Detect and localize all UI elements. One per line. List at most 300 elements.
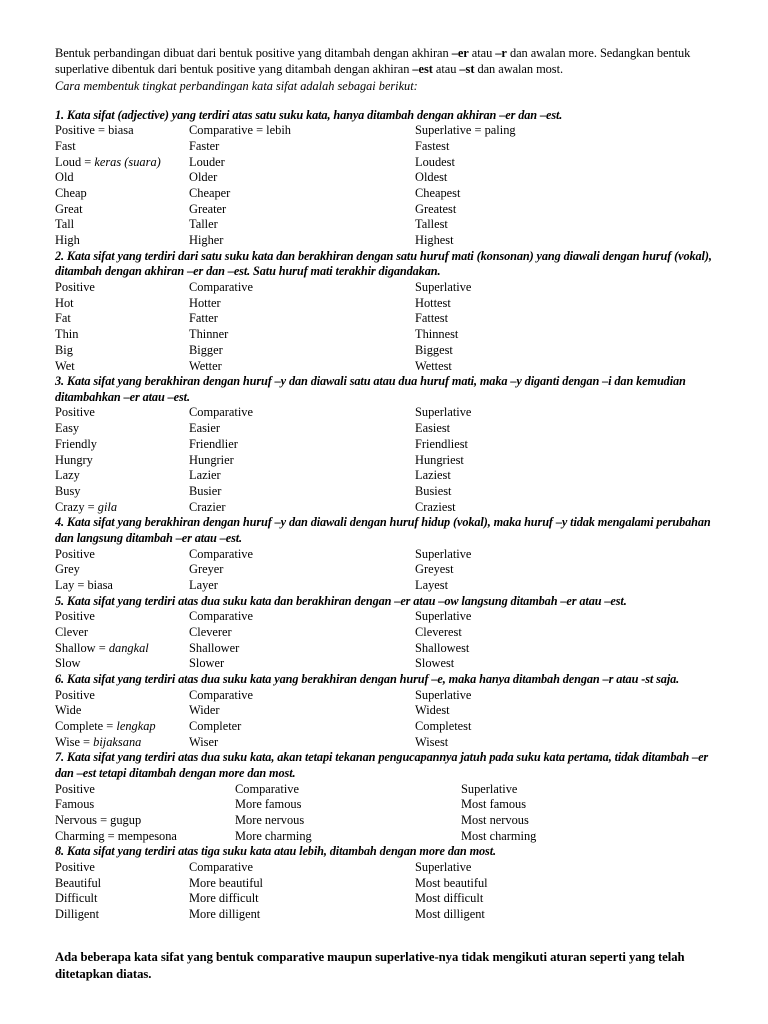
superlative-word: Widest xyxy=(415,703,450,718)
intro-suffix-r: –r xyxy=(495,46,507,60)
table-row xyxy=(55,343,720,359)
cell-comparative xyxy=(189,170,415,186)
cell-positive xyxy=(55,719,189,735)
column-header-label: Superlative xyxy=(461,781,518,796)
cell-comparative xyxy=(189,891,415,907)
positive-word: Shallow = xyxy=(55,640,109,655)
column-header-positive xyxy=(55,123,189,139)
column-header-comparative xyxy=(189,688,415,704)
comparative-word: Layer xyxy=(189,577,218,592)
table-row xyxy=(55,296,720,312)
table-header-row xyxy=(55,547,720,563)
cell-superlative xyxy=(461,829,720,845)
intro-text-3: dan awalan more. xyxy=(506,46,597,60)
column-header-label: Positive = biasa xyxy=(55,123,134,138)
cell-positive xyxy=(55,907,189,923)
superlative-word: Fattest xyxy=(415,311,449,326)
superlative-word: Most beautiful xyxy=(415,875,488,890)
column-header-label: Comparative = lebih xyxy=(189,123,291,138)
cell-comparative xyxy=(189,907,415,923)
comparative-word: Cleverer xyxy=(189,624,232,639)
comparison-table xyxy=(55,860,720,923)
cell-comparative xyxy=(189,703,415,719)
table-header-row xyxy=(55,860,720,876)
cell-comparative xyxy=(189,656,415,672)
intro-text-4: Sedangkan bentuk superlative dibentuk dari bentuk positive yang ditambah dengan akhiran xyxy=(55,46,691,76)
comparative-word: Older xyxy=(189,170,218,185)
cell-positive xyxy=(55,233,189,249)
comparative-word: Cheaper xyxy=(189,186,231,200)
cell-comparative xyxy=(189,421,415,437)
superlative-word: Completest xyxy=(415,719,472,734)
cell-superlative xyxy=(415,656,720,672)
positive-word: Complete = xyxy=(55,719,117,734)
table-row xyxy=(55,625,720,641)
cell-superlative xyxy=(415,468,720,484)
table-row xyxy=(55,562,720,578)
table-row xyxy=(55,797,720,813)
table-row xyxy=(55,233,720,249)
positive-word: Hungry xyxy=(55,452,93,467)
cell-superlative xyxy=(415,907,720,923)
comparative-word: Fatter xyxy=(189,311,218,326)
superlative-word: Most famous xyxy=(461,797,527,812)
intro-suffix-er: –er xyxy=(451,46,469,60)
positive-word: Tall xyxy=(55,217,75,232)
column-header-superlative xyxy=(415,860,720,876)
table-header-row xyxy=(55,609,720,625)
positive-word: Wet xyxy=(55,358,75,373)
cell-positive xyxy=(55,186,189,202)
positive-word: Old xyxy=(55,170,74,185)
cell-positive xyxy=(55,578,189,594)
column-header-superlative xyxy=(415,123,720,139)
positive-word: Charming = mempesona xyxy=(55,828,177,843)
column-header-superlative xyxy=(415,688,720,704)
cell-superlative xyxy=(415,343,720,359)
superlative-word: Laziest xyxy=(415,468,451,483)
comparative-word: Lazier xyxy=(189,468,221,483)
cell-comparative xyxy=(189,719,415,735)
comparative-word: Thinner xyxy=(189,327,229,342)
spacer-closing xyxy=(55,923,720,949)
section-heading: 6. Kata sifat yang terdiri atas dua suku kata yang berakhiran dengan huruf –e, maka hanya ditambah dengan –r atau -st saja. xyxy=(55,672,680,687)
section-heading: 4. Kata sifat yang berakhiran dengan huruf –y dan diawali dengan huruf hidup (vokal), maka huruf –y tidak mengalami perubahan dan langsung ditambah –er atau –est. xyxy=(55,515,711,545)
positive-word: Slow xyxy=(55,656,81,671)
cell-positive xyxy=(55,359,189,375)
table-header-row xyxy=(55,280,720,296)
comparative-word: Greyer xyxy=(189,562,224,577)
cell-comparative xyxy=(189,311,415,327)
superlative-word: Most charming xyxy=(461,828,537,843)
cell-positive xyxy=(55,703,189,719)
column-header-positive xyxy=(55,405,189,421)
comparison-table xyxy=(55,688,720,751)
cell-superlative xyxy=(415,719,720,735)
cell-positive xyxy=(55,735,189,751)
superlative-word: Most nervous xyxy=(461,813,529,828)
comparative-word: Busier xyxy=(189,483,222,498)
cell-comparative xyxy=(189,625,415,641)
positive-word: Friendly xyxy=(55,436,97,451)
table-row xyxy=(55,891,720,907)
intro-text-6: dan awalan most. xyxy=(474,61,564,76)
superlative-word: Cleverest xyxy=(415,624,462,639)
cell-comparative xyxy=(189,578,415,594)
superlative-word: Cheapest xyxy=(415,186,461,200)
table-row xyxy=(55,813,720,829)
cell-comparative xyxy=(189,343,415,359)
closing-paragraph: Ada beberapa kata sifat yang bentuk comparative maupun superlative-nya tidak mengikuti aturan seperti yang telah ditetapkan diatas. xyxy=(55,949,685,982)
comparative-word: More difficult xyxy=(189,891,259,906)
superlative-word: Hottest xyxy=(415,295,451,310)
cell-positive xyxy=(55,656,189,672)
cell-positive xyxy=(55,217,189,233)
superlative-word: Busiest xyxy=(415,483,452,498)
cell-positive xyxy=(55,453,189,469)
superlative-word: Greatest xyxy=(415,201,457,216)
section-heading: 8. Kata sifat yang terdiri atas tiga suku kata atau lebih, ditambah dengan more dan most. xyxy=(55,844,496,859)
intro-suffix-est: –est xyxy=(412,61,433,76)
cell-positive xyxy=(55,562,189,578)
cell-superlative xyxy=(415,562,720,578)
cell-positive xyxy=(55,327,189,343)
cell-superlative xyxy=(415,437,720,453)
table-row xyxy=(55,703,720,719)
positive-word: Great xyxy=(55,201,83,216)
positive-gloss: gila xyxy=(97,499,118,514)
cell-superlative xyxy=(415,139,720,155)
intro-italic-line: Cara membentuk tingkat perbandingan kata sifat adalah sebagai berikut: xyxy=(55,78,418,93)
section-heading: 3. Kata sifat yang berakhiran dengan huruf –y dan diawali satu atau dua huruf mati, maka –y diganti dengan –i dan kemudian ditambahkan –er atau –est. xyxy=(55,374,686,404)
table-header-row xyxy=(55,782,720,798)
positive-word: Wide xyxy=(55,703,82,718)
column-header-comparative xyxy=(235,782,461,798)
comparison-table xyxy=(55,609,720,672)
table-row xyxy=(55,453,720,469)
superlative-word: Craziest xyxy=(415,499,456,514)
column-header-positive xyxy=(55,280,189,296)
positive-word: Big xyxy=(55,342,73,357)
cell-comparative xyxy=(189,202,415,218)
comparative-word: More nervous xyxy=(235,813,305,828)
superlative-word: Layest xyxy=(415,577,449,592)
column-header-label: Positive xyxy=(55,609,95,624)
table-row xyxy=(55,719,720,735)
cell-superlative xyxy=(415,578,720,594)
table-row xyxy=(55,421,720,437)
intro-suffix-st: –st xyxy=(459,61,475,76)
positive-word: Dilligent xyxy=(55,907,100,922)
cell-comparative xyxy=(189,233,415,249)
cell-comparative xyxy=(189,453,415,469)
column-header-label: Comparative xyxy=(189,405,253,420)
table-row xyxy=(55,170,720,186)
cell-positive xyxy=(55,311,189,327)
cell-superlative xyxy=(415,500,720,516)
table-row xyxy=(55,641,720,657)
table-row xyxy=(55,202,720,218)
table-header-row xyxy=(55,123,720,139)
column-header-superlative xyxy=(461,782,720,798)
comparative-word: Friendlier xyxy=(189,436,238,451)
cell-positive xyxy=(55,155,189,171)
comparative-word: Wider xyxy=(189,703,220,718)
column-header-label: Superlative xyxy=(415,405,472,420)
intro-text-1: Bentuk perbandingan dibuat dari bentuk positive yang ditambah dengan akhiran xyxy=(55,46,452,60)
superlative-word: Loudest xyxy=(415,154,455,169)
cell-comparative xyxy=(189,155,415,171)
cell-positive xyxy=(55,641,189,657)
table-row xyxy=(55,500,720,516)
table-row xyxy=(55,437,720,453)
comparative-word: Greater xyxy=(189,201,227,216)
cell-superlative xyxy=(415,641,720,657)
cell-superlative xyxy=(415,484,720,500)
positive-word: High xyxy=(55,233,80,248)
cell-superlative xyxy=(415,735,720,751)
positive-gloss: keras (suara) xyxy=(94,154,161,169)
table-row xyxy=(55,186,720,202)
comparative-word: Completer xyxy=(189,719,242,734)
cell-superlative xyxy=(415,202,720,218)
table-row xyxy=(55,735,720,751)
comparison-table xyxy=(55,782,720,845)
cell-superlative xyxy=(461,813,720,829)
positive-word: Thin xyxy=(55,327,79,342)
positive-word: Hot xyxy=(55,295,74,310)
table-row xyxy=(55,327,720,343)
cell-superlative xyxy=(415,170,720,186)
cell-comparative xyxy=(189,327,415,343)
comparison-table xyxy=(55,123,720,249)
comparative-word: Shallower xyxy=(189,640,240,655)
column-header-label: Comparative xyxy=(189,280,253,294)
column-header-label: Positive xyxy=(55,781,95,796)
superlative-word: Friendliest xyxy=(415,436,468,451)
cell-positive xyxy=(55,813,235,829)
cell-superlative xyxy=(415,311,720,327)
superlative-word: Wisest xyxy=(415,734,449,749)
cell-superlative xyxy=(415,327,720,343)
column-header-label: Superlative xyxy=(415,860,472,875)
superlative-word: Thinnest xyxy=(415,327,459,342)
cell-positive xyxy=(55,484,189,500)
cell-positive xyxy=(55,891,189,907)
sections-container xyxy=(55,108,720,923)
positive-word: Crazy = xyxy=(55,499,98,514)
cell-comparative xyxy=(189,484,415,500)
cell-positive xyxy=(55,625,189,641)
positive-word: Cheap xyxy=(55,186,87,200)
comparison-table xyxy=(55,280,720,374)
column-header-comparative xyxy=(189,405,415,421)
intro-paragraph xyxy=(55,46,720,78)
comparative-word: Easier xyxy=(189,421,220,436)
column-header-label: Comparative xyxy=(235,781,299,796)
superlative-word: Greyest xyxy=(415,562,454,577)
cell-superlative xyxy=(461,797,720,813)
table-row xyxy=(55,311,720,327)
table-row xyxy=(55,907,720,923)
section-heading: 2. Kata sifat yang terdiri dari satu suku kata dan berakhiran dengan satu huruf mati (konsonan) yang diawali dengan huruf (vokal), ditambah dengan akhiran –er dan –est. Satu huruf mati terakhir digandakan. xyxy=(55,248,712,279)
comparative-word: More dilligent xyxy=(189,907,261,922)
column-header-label: Comparative xyxy=(189,860,253,875)
cell-positive xyxy=(55,797,235,813)
section-heading: 1. Kata sifat (adjective) yang terdiri atas satu suku kata, hanya ditambah dengan akhiran –er dan –est. xyxy=(55,107,563,122)
positive-gloss: lengkap xyxy=(116,719,156,734)
column-header-positive xyxy=(55,609,189,625)
cell-superlative xyxy=(415,186,720,202)
cell-superlative xyxy=(415,453,720,469)
section-heading: 7. Kata sifat yang terdiri atas dua suku kata, akan tetapi tekanan pengucapannya jatuh pada suku kata pertama, tidak ditambah –er dan –est tetapi ditambah dengan more dan most. xyxy=(55,750,709,781)
comparative-word: More famous xyxy=(235,797,302,812)
superlative-word: Most difficult xyxy=(415,891,484,906)
table-row xyxy=(55,578,720,594)
cell-positive xyxy=(55,437,189,453)
column-header-superlative xyxy=(415,405,720,421)
cell-comparative xyxy=(189,562,415,578)
cell-positive xyxy=(55,421,189,437)
cell-positive xyxy=(55,139,189,155)
positive-word: Easy xyxy=(55,421,80,436)
positive-word: Fat xyxy=(55,311,71,326)
comparison-table xyxy=(55,547,720,594)
column-header-positive xyxy=(55,547,189,563)
cell-comparative xyxy=(189,641,415,657)
cell-positive xyxy=(55,343,189,359)
positive-word: Difficult xyxy=(55,891,98,906)
column-header-superlative xyxy=(415,280,720,296)
section-heading: 5. Kata sifat yang terdiri atas dua suku kata dan berakhiran dengan –er atau –ow langsung ditambah –er atau –est. xyxy=(55,593,627,608)
table-row xyxy=(55,468,720,484)
cell-superlative xyxy=(415,296,720,312)
table-header-row xyxy=(55,688,720,704)
table-row xyxy=(55,876,720,892)
cell-superlative xyxy=(415,217,720,233)
cell-superlative xyxy=(415,891,720,907)
column-header-comparative xyxy=(189,123,415,139)
comparison-table xyxy=(55,405,720,515)
column-header-positive xyxy=(55,860,189,876)
positive-word: Clever xyxy=(55,624,89,639)
superlative-word: Oldest xyxy=(415,170,448,185)
superlative-word: Slowest xyxy=(415,656,455,671)
comparative-word: Wiser xyxy=(189,734,219,749)
superlative-word: Highest xyxy=(415,233,454,248)
positive-word: Lay = biasa xyxy=(55,577,113,592)
superlative-word: Wettest xyxy=(415,358,452,373)
intro-text-5: atau xyxy=(432,61,460,76)
column-header-label: Superlative xyxy=(415,280,472,294)
cell-comparative xyxy=(189,359,415,375)
superlative-word: Easiest xyxy=(415,421,451,436)
positive-word: Fast xyxy=(55,138,76,153)
cell-positive xyxy=(55,296,189,312)
cell-comparative xyxy=(189,437,415,453)
cell-positive xyxy=(55,202,189,218)
table-row xyxy=(55,484,720,500)
positive-word: Lazy xyxy=(55,468,80,483)
column-header-comparative xyxy=(189,547,415,563)
column-header-superlative xyxy=(415,547,720,563)
comparative-word: Taller xyxy=(189,217,218,232)
positive-word: Wise = xyxy=(55,734,94,749)
positive-word: Loud = xyxy=(55,154,95,169)
cell-comparative xyxy=(235,829,461,845)
table-header-row xyxy=(55,405,720,421)
superlative-word: Shallowest xyxy=(415,640,470,655)
comparative-word: Higher xyxy=(189,233,224,248)
column-header-label: Superlative xyxy=(415,609,472,624)
comparative-word: More beautiful xyxy=(189,875,263,890)
superlative-word: Fastest xyxy=(415,138,450,153)
comparative-word: Faster xyxy=(189,138,220,153)
column-header-label: Superlative xyxy=(415,546,472,561)
cell-positive xyxy=(55,468,189,484)
cell-comparative xyxy=(189,217,415,233)
column-header-superlative xyxy=(415,609,720,625)
cell-superlative xyxy=(415,703,720,719)
column-header-label: Positive xyxy=(55,860,95,875)
superlative-word: Biggest xyxy=(415,342,453,357)
superlative-word: Hungriest xyxy=(415,452,464,467)
column-header-label: Positive xyxy=(55,687,95,702)
column-header-label: Comparative xyxy=(189,546,253,561)
cell-comparative xyxy=(189,296,415,312)
table-row xyxy=(55,139,720,155)
comparative-word: Hotter xyxy=(189,295,221,310)
cell-comparative xyxy=(235,797,461,813)
cell-comparative xyxy=(189,139,415,155)
column-header-label: Comparative xyxy=(189,609,253,624)
cell-positive xyxy=(55,500,189,516)
table-row xyxy=(55,359,720,375)
cell-superlative xyxy=(415,233,720,249)
superlative-word: Tallest xyxy=(415,217,448,232)
comparative-word: More charming xyxy=(235,828,312,843)
cell-superlative xyxy=(415,155,720,171)
column-header-label: Superlative = paling xyxy=(415,123,516,138)
positive-word: Grey xyxy=(55,562,80,577)
intro-text-2: atau xyxy=(468,46,496,60)
comparative-word: Bigger xyxy=(189,342,223,357)
cell-comparative xyxy=(189,735,415,751)
column-header-label: Comparative xyxy=(189,687,253,702)
column-header-comparative xyxy=(189,609,415,625)
positive-word: Beautiful xyxy=(55,875,102,890)
cell-positive xyxy=(55,170,189,186)
table-row xyxy=(55,217,720,233)
column-header-label: Positive xyxy=(55,546,95,561)
positive-gloss: bijaksana xyxy=(93,734,142,749)
cell-positive xyxy=(55,829,235,845)
positive-gloss: dangkal xyxy=(108,640,149,655)
superlative-word: Most dilligent xyxy=(415,907,485,922)
comparative-word: Louder xyxy=(189,154,225,169)
column-header-label: Superlative xyxy=(415,687,472,702)
column-header-comparative xyxy=(189,280,415,296)
cell-superlative xyxy=(415,876,720,892)
column-header-positive xyxy=(55,782,235,798)
column-header-positive xyxy=(55,688,189,704)
comparative-word: Hungrier xyxy=(189,452,234,467)
positive-word: Busy xyxy=(55,483,81,498)
cell-comparative xyxy=(189,186,415,202)
cell-superlative xyxy=(415,625,720,641)
cell-superlative xyxy=(415,421,720,437)
positive-word: Nervous = gugup xyxy=(55,813,142,828)
